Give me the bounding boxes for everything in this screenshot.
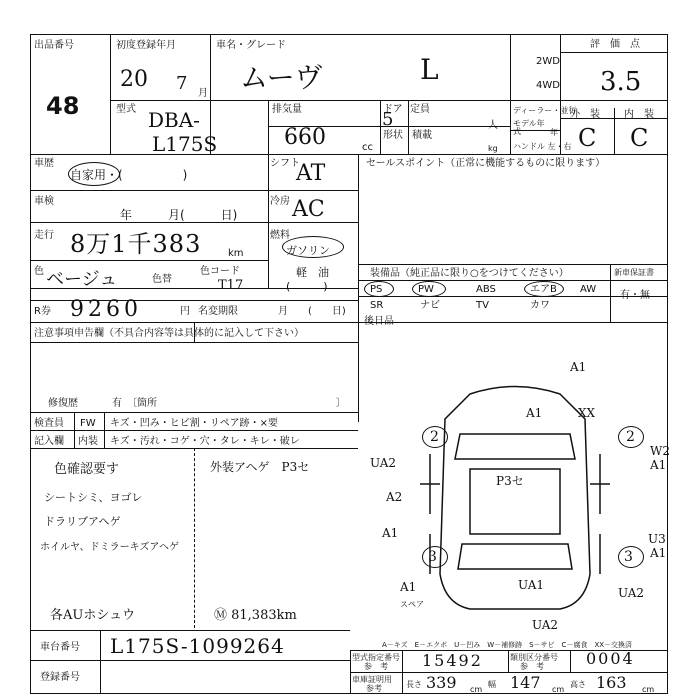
mileage-value: 8万1千383 xyxy=(70,230,202,258)
divider xyxy=(560,52,668,53)
divider xyxy=(358,322,359,422)
category-value: 0004 xyxy=(586,649,635,668)
damage-mark-13: U3 xyxy=(648,532,666,546)
note-6: 外装アヘゲ P3セ xyxy=(210,460,310,474)
damage-mark-8: A2 xyxy=(386,490,403,504)
load-label: 積載 xyxy=(412,130,432,141)
divider xyxy=(30,322,668,323)
repair-value: 有 〔箇所 xyxy=(112,398,157,409)
warranty-value: 有・無 xyxy=(620,290,650,301)
height-value: 163 xyxy=(596,673,627,692)
note-5: 各AUホシュウ xyxy=(50,608,136,623)
damage-mark-18: UA2 xyxy=(532,618,559,632)
legend-text: A－キズ E－エクボ U－凹み W－補修跡 S－サビ C－腐食 XX－交換済 xyxy=(382,641,633,649)
category-label: 類別区分番号 xyxy=(510,653,558,662)
chassis-value: L175S-1099264 xyxy=(110,634,285,658)
equipment-item-4: AW xyxy=(580,284,597,295)
divider xyxy=(350,650,351,694)
doors-value: 5 xyxy=(382,109,394,130)
divider xyxy=(74,412,75,448)
damage-mark-2: A1 xyxy=(526,406,543,420)
damage-mark-6: A1 xyxy=(650,458,667,472)
fuel-diesel: 軽 油 xyxy=(296,266,329,279)
category-sub: 参 考 xyxy=(520,662,544,671)
repair-label: 修復歴 xyxy=(48,398,78,409)
displacement-label: 排気量 xyxy=(272,104,302,115)
divider xyxy=(508,650,509,672)
equipment-item-row2-2: TV xyxy=(476,300,489,311)
displacement-unit: cc xyxy=(362,142,373,153)
capacity-label: 定員 xyxy=(410,104,430,115)
warranty-label: 新車保証書 xyxy=(614,268,654,277)
height-label: 高さ xyxy=(570,680,586,689)
mileage-unit: km xyxy=(228,248,244,259)
month-unit: 月 xyxy=(198,88,208,99)
recycle-value: 9260 xyxy=(70,297,142,322)
dims-sub: 参考 xyxy=(366,684,382,693)
divider xyxy=(570,650,571,672)
damage-mark-16: A1 xyxy=(400,580,417,594)
interior-label: 内 装 xyxy=(624,109,654,120)
divider xyxy=(358,154,359,330)
equipment-circle-1 xyxy=(412,281,446,297)
note-3: ドラリブアヘゲ xyxy=(44,515,121,528)
damage-mark-1: XX xyxy=(578,406,596,420)
equipment-circle-2 xyxy=(524,281,564,297)
handle-label: ハンドル 左・右 xyxy=(513,142,572,151)
width-label: 幅 xyxy=(488,680,496,689)
shift-value: AT xyxy=(296,161,326,186)
notes-label: 注意事項申告欄（不具合内容等は具体的に記入して下さい） xyxy=(34,328,304,339)
divider xyxy=(30,154,668,155)
divider xyxy=(358,264,668,265)
divider xyxy=(30,260,268,261)
damage-mark-11: 3 xyxy=(428,549,437,565)
width-value: 147 xyxy=(510,673,541,692)
history-label: 車歴 xyxy=(34,158,54,169)
divider xyxy=(30,660,350,661)
shape-label: 形状 xyxy=(383,130,403,141)
divider xyxy=(194,448,196,628)
type-designation-label: 型式指定番号 xyxy=(352,653,400,662)
model-year-label: モデル年式 xyxy=(513,119,545,136)
damage-mark-5: W2 xyxy=(650,444,670,458)
car-diagram xyxy=(400,374,630,624)
dealer-label: ディーラー・並行 xyxy=(513,106,577,115)
note-7: Ⓜ 81,383km xyxy=(214,608,297,623)
reg-expiry-text: 月 ( 日) xyxy=(278,306,346,317)
damage-mark-17: UA2 xyxy=(618,586,645,600)
capacity-unit: 人 xyxy=(488,120,498,131)
height-unit: cm xyxy=(642,685,655,694)
fuel-gas: ガソリン xyxy=(286,244,330,257)
history-text: 自家用・( ) xyxy=(70,168,188,182)
divider xyxy=(402,650,403,694)
history-circle xyxy=(68,162,120,186)
type-designation-value: 15492 xyxy=(422,651,483,670)
length-value: 339 xyxy=(426,673,457,692)
inspector-row2-label: 記入欄 xyxy=(34,436,64,447)
equipment-item-row2-1: ナビ xyxy=(420,300,440,311)
equipment-label: 装備品（純正品に限り○をつけてください） xyxy=(370,268,569,279)
inspection-text: 年 月( 日) xyxy=(120,208,238,222)
divider xyxy=(110,34,111,154)
recycle-unit: 円 xyxy=(180,306,190,317)
load-unit: kg xyxy=(488,144,498,153)
type-designation-sub: 参 考 xyxy=(364,662,388,671)
divider xyxy=(380,100,381,154)
dims-label: 車庫証明用 xyxy=(352,675,392,684)
equipment-item-row2-3: カワ xyxy=(530,300,550,311)
damage-mark-12: 3 xyxy=(624,549,633,565)
inspector-row1-code: FW xyxy=(80,418,96,429)
divider xyxy=(614,108,615,154)
divider xyxy=(30,342,358,343)
divider xyxy=(30,630,350,631)
divider xyxy=(30,412,358,413)
equipment-item-3: エアB xyxy=(530,284,557,295)
equipment-item-2: ABS xyxy=(476,284,496,295)
divider xyxy=(268,154,269,288)
damage-mark-0: A1 xyxy=(570,360,587,374)
damage-mark-14: A1 xyxy=(650,546,667,560)
inspection-label: 車検 xyxy=(34,196,54,207)
rating-label: 評 価 点 xyxy=(590,39,640,50)
damage-mark-10: A1 xyxy=(382,526,399,540)
note-1: 色確認要す xyxy=(54,462,120,477)
divider xyxy=(100,630,101,694)
first-reg-month: 7 xyxy=(176,73,188,94)
grade: L xyxy=(420,53,439,86)
color-value: ベージュ xyxy=(46,269,118,290)
mileage-label: 走行 xyxy=(34,230,54,241)
note-4: ホイルヤ、ドミラーキズアヘゲ xyxy=(40,542,179,553)
rating-value: 3.5 xyxy=(600,67,642,97)
exterior-label: 外 装 xyxy=(570,109,600,120)
doors-label: ドア xyxy=(383,104,403,115)
equipment-circle-0 xyxy=(364,281,394,297)
width-unit: cm xyxy=(552,685,565,694)
spare-label: スペア xyxy=(400,600,424,609)
car-name-label: 車名・グレード xyxy=(216,40,286,51)
car-rear-window xyxy=(458,544,572,569)
color-code-label: 色コード xyxy=(200,266,240,277)
drive-4wd: 4WD xyxy=(536,80,560,91)
reg-expiry-label: 名変期限 xyxy=(198,306,238,317)
length-unit: cm xyxy=(470,685,483,694)
first-reg-label: 初度登録年月 xyxy=(116,40,176,51)
first-reg-year: 20 xyxy=(120,67,148,92)
divider xyxy=(408,100,409,154)
fuel-paren: ( ) xyxy=(286,280,328,293)
inspector-row1-items: キズ・凹み・ヒビ割・リペア跡・×要 xyxy=(110,418,278,429)
chassis-label: 車台番号 xyxy=(40,642,80,653)
model-value-1: DBA- xyxy=(148,108,200,132)
ac-value: AC xyxy=(292,197,325,222)
note-2: シートシミ、ヨゴレ xyxy=(44,491,143,504)
year-unit: 年 xyxy=(550,128,558,137)
damage-mark-9: P3セ xyxy=(496,474,524,488)
model-value-2: L175S xyxy=(152,132,218,156)
exterior-grade: C xyxy=(578,124,597,152)
aftermarket-label: 後日品 xyxy=(364,316,394,327)
divider xyxy=(358,280,668,281)
fuel-label: 燃料 xyxy=(270,230,290,241)
color-label: 色 xyxy=(34,266,44,277)
color-change-label: 色替 xyxy=(152,274,172,285)
damage-mark-15: UA1 xyxy=(518,578,545,592)
equipment-item-row2-0: SR xyxy=(370,300,384,311)
model-label: 型式 xyxy=(116,104,136,115)
auction-sheet xyxy=(30,34,668,694)
lot-label: 出品番号 xyxy=(34,40,74,51)
inspector-row2-code: 内装 xyxy=(78,436,98,447)
car-side-lines xyxy=(430,454,600,574)
displacement-value: 660 xyxy=(284,125,326,150)
equipment-item-0: PS xyxy=(370,284,383,295)
lot-number: 48 xyxy=(46,92,80,120)
shift-label: シフト xyxy=(270,158,300,169)
color-code-value: T17 xyxy=(218,278,244,293)
inspector-row2-items: キズ・汚れ・コゲ・穴・タレ・キレ・破レ xyxy=(110,436,300,447)
fuel-circle xyxy=(282,236,344,258)
interior-grade: C xyxy=(630,124,649,152)
divider xyxy=(268,100,269,154)
sales-points-label: セールスポイント（正常に機能するものに限ります） xyxy=(366,158,606,169)
drive-2wd: 2WD xyxy=(536,56,560,67)
damage-mark-3: 2 xyxy=(430,429,439,445)
car-body-outline xyxy=(440,387,590,610)
recycle-label: R券 xyxy=(34,306,51,317)
car-name: ムーヴ xyxy=(240,61,323,94)
car-windshield xyxy=(455,434,575,459)
divider xyxy=(610,264,611,322)
divider xyxy=(30,430,358,431)
equipment-item-1: PW xyxy=(418,284,434,295)
registration-label: 登録番号 xyxy=(40,672,80,683)
divider xyxy=(510,34,511,154)
divider xyxy=(30,190,358,191)
length-label: 長さ xyxy=(406,680,422,689)
ac-label: 冷房 xyxy=(270,196,290,207)
divider xyxy=(110,100,668,101)
inspector-row1-label: 検査員 xyxy=(34,418,64,429)
repair-close: 〕 xyxy=(336,398,346,409)
divider xyxy=(104,412,105,448)
damage-mark-7: UA2 xyxy=(370,456,397,470)
damage-mark-4: 2 xyxy=(626,429,635,445)
